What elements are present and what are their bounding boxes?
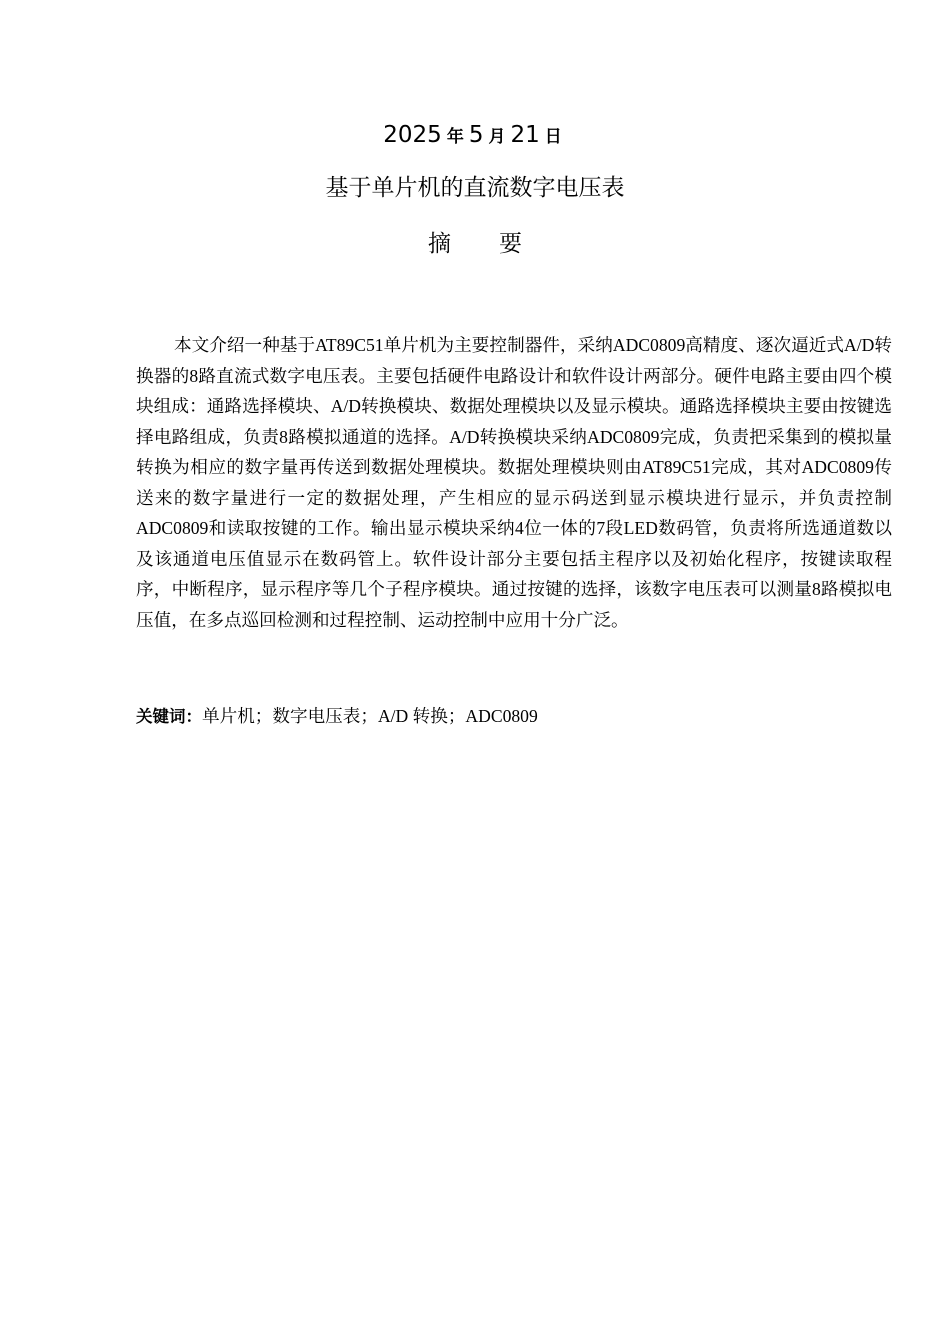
- document-title: 基于单片机的直流数字电压表: [325, 175, 625, 201]
- date-year-unit: 年: [446, 127, 464, 147]
- abstract-body: 本文介绍一种基于AT89C51单片机为主要控制器件，采纳ADC0809高精度、逐次逼近式A/D转换器的8路直流式数字电压表。主要包括硬件电路设计和软件设计两部分。硬件电路主要由四个模块组成：通路选择模块、A/D转换模块、数据处理模块以及显示模块。通路选择模块主要由按键选择电路组成，负责8路模拟通道的选择。A/D转换模块采纳ADC0809完成，负责把采集到的模拟量转换为相应的数字量再传送到数据处理模块。数据处理模块则由AT89C51完成，其对ADC0809传送来的数字量进行一定的数据处理，产生相应的显示码送到显示模块进行显示，并负责控制ADC0809和读取按键的工作。输出显示模块采纳4位一体的7段LED数码管，负责将所选通道数以及该通道电压值显示在数码管上。软件设计部分主要包括主程序以及初始化程序，按键读取程序，中断程序，显示程序等几个子程序模块。通过按键的选择，该数字电压表可以测量8路模拟电压值，在多点巡回检测和过程控制、运动控制中应用十分广泛。: [136, 335, 892, 630]
- abstract-heading: 摘要: [428, 231, 570, 257]
- keywords-value: 单片机；数字电压表；A/D 转换；ADC0809: [202, 706, 538, 726]
- keywords-label: 关键词：: [136, 707, 202, 726]
- date-day: 21: [510, 122, 540, 148]
- date-month-unit: 月: [488, 127, 506, 147]
- keywords-line: [136, 701, 892, 732]
- date-line: [0, 120, 950, 152]
- date-day-unit: 日: [544, 127, 562, 147]
- date-month: 5: [468, 122, 484, 148]
- date-year: 2025: [383, 122, 442, 148]
